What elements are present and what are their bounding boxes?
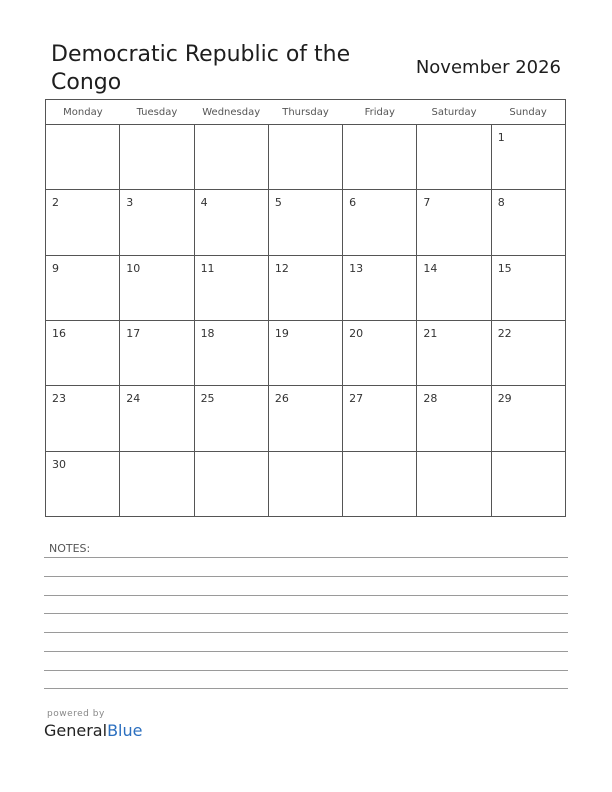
day-cell bbox=[46, 125, 120, 190]
week-row bbox=[46, 255, 566, 320]
weekday-wednesday: Wednesday bbox=[194, 100, 268, 125]
month-title: November 2026 bbox=[415, 57, 561, 78]
weekday-sunday: Sunday bbox=[491, 100, 565, 125]
day-cell bbox=[491, 386, 565, 451]
day-cell bbox=[268, 451, 342, 516]
day-number: 29 bbox=[497, 392, 512, 406]
day-number bbox=[343, 125, 416, 131]
day-number: 19 bbox=[274, 326, 289, 340]
day-cell bbox=[491, 125, 565, 190]
day-cell bbox=[120, 190, 194, 255]
day-cell bbox=[120, 320, 194, 385]
day-cell bbox=[194, 125, 268, 190]
day-number bbox=[46, 125, 119, 131]
day-number: 27 bbox=[349, 392, 364, 406]
weekday-saturday: Saturday bbox=[417, 100, 491, 125]
day-cell bbox=[120, 125, 194, 190]
notes-line bbox=[44, 670, 568, 671]
notes-line bbox=[44, 557, 568, 558]
day-cell bbox=[268, 190, 342, 255]
notes-line bbox=[44, 688, 568, 689]
weekday-thursday: Thursday bbox=[268, 100, 342, 125]
day-cell bbox=[417, 320, 491, 385]
day-cell bbox=[46, 190, 120, 255]
day-cell bbox=[343, 255, 417, 320]
country-title: Democratic Republic of the Congo bbox=[51, 42, 351, 95]
brand-blue-text: Blue bbox=[107, 721, 143, 740]
day-number: 30 bbox=[52, 457, 66, 471]
week-row bbox=[46, 451, 566, 516]
day-cell bbox=[194, 190, 268, 255]
day-cell bbox=[417, 255, 491, 320]
day-number: 7 bbox=[423, 196, 431, 210]
generalblue-logo bbox=[44, 721, 142, 741]
week-row bbox=[46, 125, 566, 190]
day-number: 3 bbox=[126, 196, 134, 210]
day-number bbox=[492, 452, 565, 458]
day-number: 20 bbox=[349, 326, 364, 340]
day-number: 15 bbox=[497, 261, 512, 275]
day-number bbox=[417, 452, 490, 458]
day-cell bbox=[491, 320, 565, 385]
day-cell bbox=[343, 320, 417, 385]
day-cell bbox=[491, 190, 565, 255]
day-number bbox=[269, 452, 342, 458]
notes-line bbox=[44, 651, 568, 652]
day-cell bbox=[46, 451, 120, 516]
notes-line bbox=[44, 595, 568, 596]
day-cell bbox=[343, 386, 417, 451]
day-number: 4 bbox=[200, 196, 208, 210]
day-number: 18 bbox=[200, 326, 215, 340]
day-cell bbox=[120, 255, 194, 320]
day-number bbox=[195, 452, 268, 458]
day-cell bbox=[268, 255, 342, 320]
day-number bbox=[269, 125, 342, 131]
day-number: 28 bbox=[423, 392, 438, 406]
week-row bbox=[46, 386, 566, 451]
day-number: 13 bbox=[349, 261, 364, 275]
day-number: 2 bbox=[52, 196, 59, 210]
day-number: 26 bbox=[274, 392, 289, 406]
day-cell bbox=[120, 451, 194, 516]
day-cell bbox=[417, 125, 491, 190]
powered-by-text: powered by bbox=[47, 709, 105, 719]
day-number: 10 bbox=[126, 261, 141, 275]
day-number: 14 bbox=[423, 261, 438, 275]
day-number: 9 bbox=[52, 261, 59, 275]
day-number bbox=[417, 125, 490, 131]
day-cell bbox=[417, 190, 491, 255]
weekday-tuesday: Tuesday bbox=[120, 100, 194, 125]
day-number bbox=[120, 452, 193, 458]
notes-label: NOTES: bbox=[49, 542, 91, 555]
day-number: 8 bbox=[497, 196, 505, 210]
day-number: 22 bbox=[497, 326, 512, 340]
day-cell bbox=[46, 386, 120, 451]
day-cell bbox=[343, 451, 417, 516]
notes-line bbox=[44, 632, 568, 633]
day-cell bbox=[491, 451, 565, 516]
day-cell bbox=[194, 255, 268, 320]
weekday-header-row bbox=[46, 100, 566, 125]
day-cell bbox=[491, 255, 565, 320]
notes-line bbox=[44, 613, 568, 614]
day-number: 6 bbox=[349, 196, 357, 210]
brand-general-text: General bbox=[44, 721, 108, 740]
day-cell bbox=[120, 386, 194, 451]
day-number: 12 bbox=[274, 261, 289, 275]
weekday-monday: Monday bbox=[46, 100, 120, 125]
day-number: 1 bbox=[497, 131, 505, 144]
day-cell bbox=[343, 190, 417, 255]
day-number: 25 bbox=[200, 392, 215, 406]
day-cell bbox=[268, 125, 342, 190]
week-row bbox=[46, 190, 566, 255]
day-cell bbox=[417, 451, 491, 516]
day-cell bbox=[46, 255, 120, 320]
week-row bbox=[46, 320, 566, 385]
day-number bbox=[195, 125, 268, 131]
calendar-grid bbox=[45, 99, 566, 517]
day-number: 16 bbox=[52, 326, 66, 340]
day-cell bbox=[268, 320, 342, 385]
day-number: 23 bbox=[52, 392, 66, 406]
day-number: 11 bbox=[200, 261, 215, 275]
notes-line bbox=[44, 576, 568, 577]
day-number: 24 bbox=[126, 392, 141, 406]
day-number: 17 bbox=[126, 326, 141, 340]
day-number: 21 bbox=[423, 326, 438, 340]
day-number: 5 bbox=[274, 196, 282, 210]
day-number bbox=[120, 125, 193, 131]
day-cell bbox=[268, 386, 342, 451]
day-cell bbox=[343, 125, 417, 190]
weekday-friday: Friday bbox=[343, 100, 417, 125]
day-cell bbox=[417, 386, 491, 451]
day-cell bbox=[194, 386, 268, 451]
day-number bbox=[343, 452, 416, 458]
day-cell bbox=[194, 451, 268, 516]
day-cell bbox=[194, 320, 268, 385]
day-cell bbox=[46, 320, 120, 385]
